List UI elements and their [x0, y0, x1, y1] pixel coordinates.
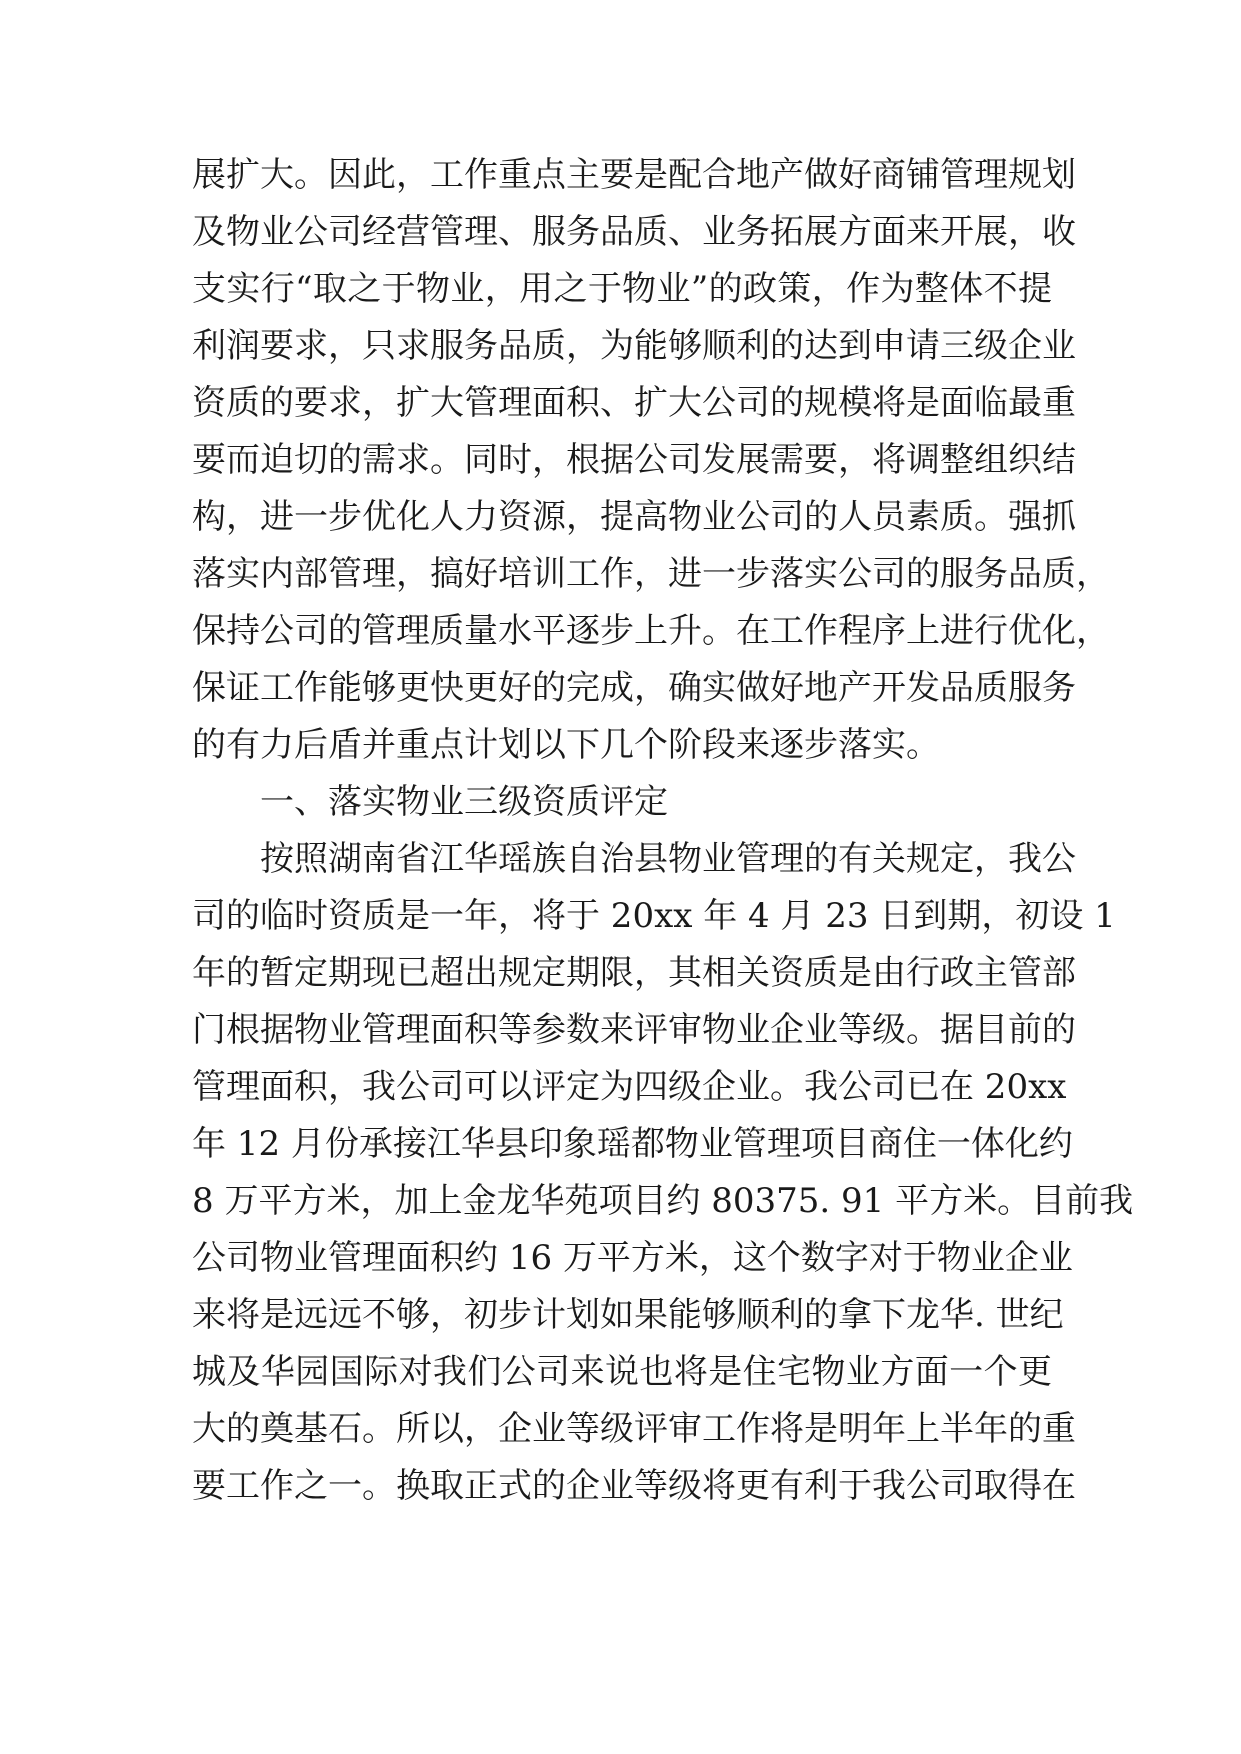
- body-line: 8 万平方米，加上金龙华苑项目约 80375. 91 平方米。目前我: [192, 1181, 1134, 1221]
- body-line: 年的暂定期现已超出规定期限，其相关资质是由行政主管部: [192, 953, 1076, 993]
- body-line: 管理面积，我公司可以评定为四级企业。我公司已在 20xx: [192, 1067, 1067, 1107]
- body-line: 资质的要求，扩大管理面积、扩大公司的规模将是面临最重: [192, 383, 1076, 423]
- body-line: 保证工作能够更快更好的完成，确实做好地产开发品质服务: [192, 668, 1076, 708]
- paragraph-first-line: 按照湖南省江华瑶族自治县物业管理的有关规定，我公: [260, 839, 1076, 879]
- body-line: 支实行“取之于物业，用之于物业”的政策，作为整体不提: [192, 269, 1052, 309]
- body-line: 来将是远远不够，初步计划如果能够顺利的拿下龙华. 世纪: [192, 1295, 1064, 1335]
- section-heading: 一、落实物业三级资质评定: [260, 782, 668, 822]
- body-line: 司的临时资质是一年，将于 20xx 年 4 月 23 日到期，初设 1: [192, 896, 1116, 936]
- body-line: 要而迫切的需求。同时，根据公司发展需要，将调整组织结: [192, 440, 1076, 480]
- body-line: 利润要求，只求服务品质，为能够顺利的达到申请三级企业: [192, 326, 1076, 366]
- body-line: 公司物业管理面积约 16 万平方米，这个数字对于物业企业: [192, 1238, 1073, 1278]
- body-line: 年 12 月份承接江华县印象瑶都物业管理项目商住一体化约: [192, 1124, 1073, 1164]
- body-line: 保持公司的管理质量水平逐步上升。在工作程序上进行优化，: [192, 611, 1110, 651]
- body-line: 大的奠基石。所以，企业等级评审工作将是明年上半年的重: [192, 1409, 1076, 1449]
- body-line: 要工作之一。换取正式的企业等级将更有利于我公司取得在: [192, 1466, 1076, 1506]
- body-line: 门根据物业管理面积等参数来评审物业企业等级。据目前的: [192, 1010, 1076, 1050]
- body-line: 的有力后盾并重点计划以下几个阶段来逐步落实。: [192, 725, 940, 765]
- body-line: 及物业公司经营管理、服务品质、业务拓展方面来开展，收: [192, 212, 1076, 252]
- body-line: 构，进一步优化人力资源，提高物业公司的人员素质。强抓: [192, 497, 1076, 537]
- body-line: 展扩大。因此，工作重点主要是配合地产做好商铺管理规划: [192, 155, 1076, 195]
- body-line: 落实内部管理，搞好培训工作，进一步落实公司的服务品质，: [192, 554, 1110, 594]
- body-line: 城及华园国际对我们公司来说也将是住宅物业方面一个更: [192, 1352, 1052, 1392]
